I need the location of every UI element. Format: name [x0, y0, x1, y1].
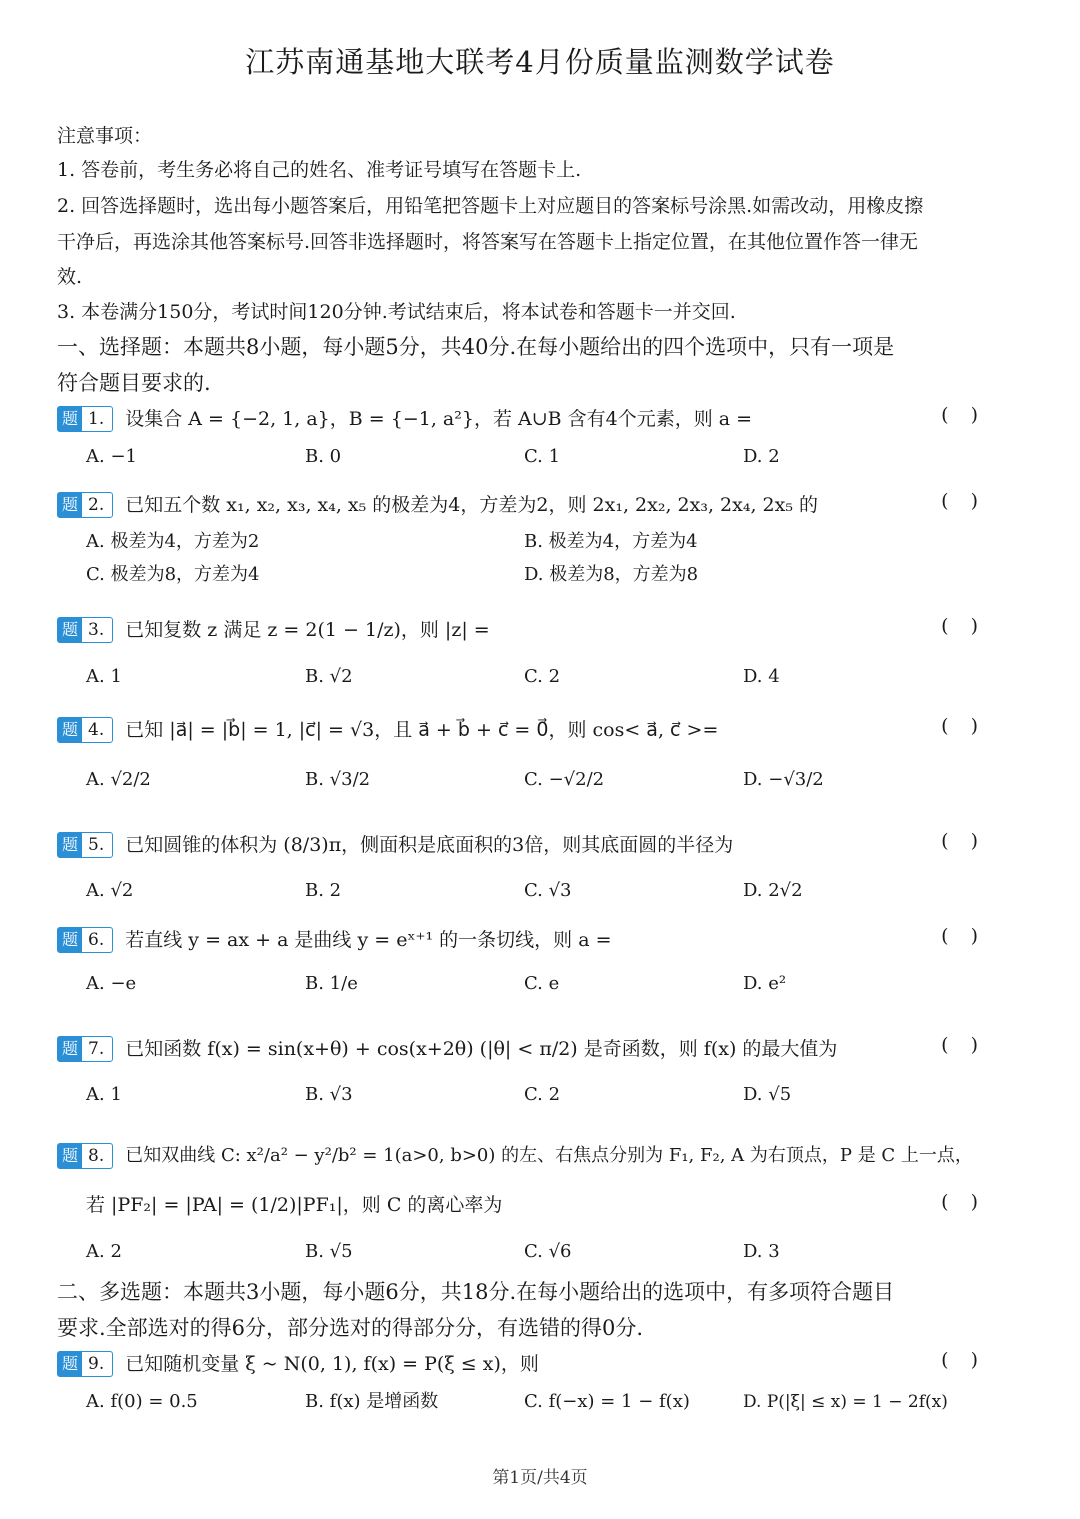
option-d: D. 3 [743, 1241, 780, 1262]
question-number: 5. [88, 835, 105, 855]
answer-paren: () [941, 1034, 1000, 1056]
section1-heading-line1: 一、选择题：本题共8小题，每小题5分，共40分.在每小题给出的四个选项中，只有一项是 [57, 335, 895, 359]
question-badge [57, 492, 113, 518]
badge-label: 题 [58, 1352, 82, 1376]
question-3 [57, 615, 490, 644]
question-badge [57, 717, 113, 743]
question-7 [57, 1034, 837, 1063]
option-a: A. √2/2 [86, 769, 151, 790]
question-1 [57, 404, 752, 433]
answer-paren: () [941, 490, 1000, 512]
question-number: 3. [88, 620, 105, 640]
option-b: B. f(x) 是增函数 [305, 1391, 439, 1412]
option-d: D. −√3/2 [743, 769, 824, 790]
option-b: B. 1/e [305, 973, 358, 994]
option-c: C. 1 [524, 446, 561, 467]
option-c: C. e [524, 973, 560, 994]
option-c: C. −√2/2 [524, 769, 605, 790]
answer-paren: () [941, 404, 1000, 426]
question-number: 9. [88, 1354, 105, 1374]
question-number: 6. [88, 930, 105, 950]
option-d: D. √5 [743, 1084, 792, 1105]
option-b: B. 极差为4，方差为4 [524, 531, 698, 552]
section1-heading-line2: 符合题目要求的. [57, 371, 211, 395]
option-c: C. 极差为8，方差为4 [86, 564, 260, 585]
badge-label: 题 [58, 493, 82, 517]
note-line-3: 干净后，再选涂其他答案标号.回答非选择题时，将答案写在答题卡上指定位置，在其他位置作答一律无 [57, 231, 919, 253]
answer-paren: () [941, 1191, 1000, 1213]
question-2 [57, 490, 818, 519]
question-stem-continued: 若 |PF₂| = |PA| = (1/2)|PF₁|，则 C 的离心率为 [86, 1194, 503, 1216]
option-d: D. P(|ξ| ≤ x) = 1 − 2f(x) [743, 1392, 948, 1412]
question-badge [57, 1351, 113, 1377]
badge-label: 题 [58, 833, 82, 857]
option-b: B. √3 [305, 1084, 353, 1105]
page-title: 江苏南通基地大联考4月份质量监测数学试卷 [245, 45, 835, 79]
question-badge [57, 927, 113, 953]
option-c: C. 2 [524, 666, 561, 687]
question-badge [57, 1036, 113, 1062]
answer-paren: () [941, 1349, 1000, 1371]
option-d: D. 2 [743, 446, 780, 467]
option-b: B. √5 [305, 1241, 353, 1262]
note-line-5: 3. 本卷满分150分，考试时间120分钟.考试结束后，将本试卷和答题卡一并交回. [57, 301, 736, 323]
note-line-4: 效. [57, 266, 83, 288]
option-a: A. √2 [86, 880, 134, 901]
question-badge [57, 832, 113, 858]
question-stem: 若直线 y = ax + a 是曲线 y = eˣ⁺¹ 的一条切线，则 a = [125, 929, 612, 951]
note-line-1: 1. 答卷前，考生务必将自己的姓名、准考证号填写在答题卡上. [57, 159, 582, 181]
page-footer: 第1页/共4页 [492, 1468, 588, 1488]
option-d: D. e² [743, 973, 787, 994]
option-b: B. 2 [305, 880, 342, 901]
question-6 [57, 925, 612, 954]
option-c: C. f(−x) = 1 − f(x) [524, 1391, 690, 1412]
answer-paren: () [941, 715, 1000, 737]
option-a: A. −1 [86, 446, 137, 467]
option-c: C. 2 [524, 1084, 561, 1105]
question-number: 7. [88, 1039, 105, 1059]
question-9 [57, 1349, 539, 1378]
question-badge [57, 1143, 113, 1169]
question-stem: 已知 |a⃗| = |b⃗| = 1, |c⃗| = √3，且 a⃗ + b⃗ + c⃗ = 0⃗，则 cos< a⃗, c⃗ >= [125, 719, 719, 741]
section2-heading-line1: 二、多选题：本题共3小题，每小题6分，共18分.在每小题给出的选项中，有多项符合题目 [57, 1280, 895, 1304]
option-d: D. 极差为8，方差为8 [524, 564, 699, 585]
question-stem: 已知双曲线 C: x²/a² − y²/b² = 1(a>0, b>0) 的左、右焦点分别为 F₁, F₂, A 为右顶点，P 是 C 上一点， [125, 1145, 973, 1166]
question-number: 4. [88, 720, 105, 740]
option-c: C. √6 [524, 1241, 572, 1262]
badge-label: 题 [58, 928, 82, 952]
question-stem: 已知复数 z 满足 z = 2(1 − 1/z)，则 |z| = [125, 619, 490, 641]
notes-heading: 注意事项： [57, 125, 153, 147]
option-b: B. √3/2 [305, 769, 371, 790]
section2-heading-line2: 要求.全部选对的得6分，部分选对的得部分分，有选错的得0分. [57, 1316, 644, 1340]
badge-label: 题 [58, 407, 82, 431]
badge-label: 题 [58, 618, 82, 642]
option-a: A. 极差为4，方差为2 [86, 531, 260, 552]
badge-label: 题 [58, 1037, 82, 1061]
badge-label: 题 [58, 718, 82, 742]
question-badge [57, 406, 113, 432]
option-d: D. 4 [743, 666, 780, 687]
question-number: 2. [88, 495, 105, 515]
question-stem: 已知随机变量 ξ ~ N(0, 1), f(x) = P(ξ ≤ x)，则 [125, 1353, 539, 1375]
question-stem: 设集合 A = {−2, 1, a}，B = {−1, a²}，若 A∪B 含有4个元素，则 a = [125, 408, 753, 430]
option-a: A. −e [86, 973, 137, 994]
option-a: A. f(0) = 0.5 [86, 1391, 198, 1412]
option-a: A. 1 [86, 1084, 122, 1105]
answer-paren: () [941, 830, 1000, 852]
option-d: D. 2√2 [743, 880, 803, 901]
question-stem: 已知圆锥的体积为 (8/3)π，侧面积是底面积的3倍，则其底面圆的半径为 [125, 834, 734, 856]
question-number: 1. [88, 409, 105, 429]
question-5 [57, 830, 733, 859]
question-stem: 已知函数 f(x) = sin(x+θ) + cos(x+2θ) (|θ| < π/2) 是奇函数，则 f(x) 的最大值为 [125, 1038, 838, 1060]
option-a: A. 2 [86, 1241, 122, 1262]
note-line-2: 2. 回答选择题时，选出每小题答案后，用铅笔把答题卡上对应题目的答案标号涂黑.如需改动，用橡皮擦 [57, 195, 924, 217]
question-number: 8. [88, 1146, 105, 1166]
option-c: C. √3 [524, 880, 572, 901]
option-b: B. 0 [305, 446, 342, 467]
badge-label: 题 [58, 1144, 82, 1168]
question-stem: 已知五个数 x₁, x₂, x₃, x₄, x₅ 的极差为4，方差为2，则 2x₁, 2x₂, 2x₃, 2x₄, 2x₅ 的 [125, 494, 818, 516]
answer-paren: () [941, 925, 1000, 947]
question-badge [57, 617, 113, 643]
question-8 [57, 1141, 973, 1170]
option-b: B. √2 [305, 666, 353, 687]
question-4 [57, 715, 718, 744]
option-a: A. 1 [86, 666, 122, 687]
answer-paren: () [941, 615, 1000, 637]
